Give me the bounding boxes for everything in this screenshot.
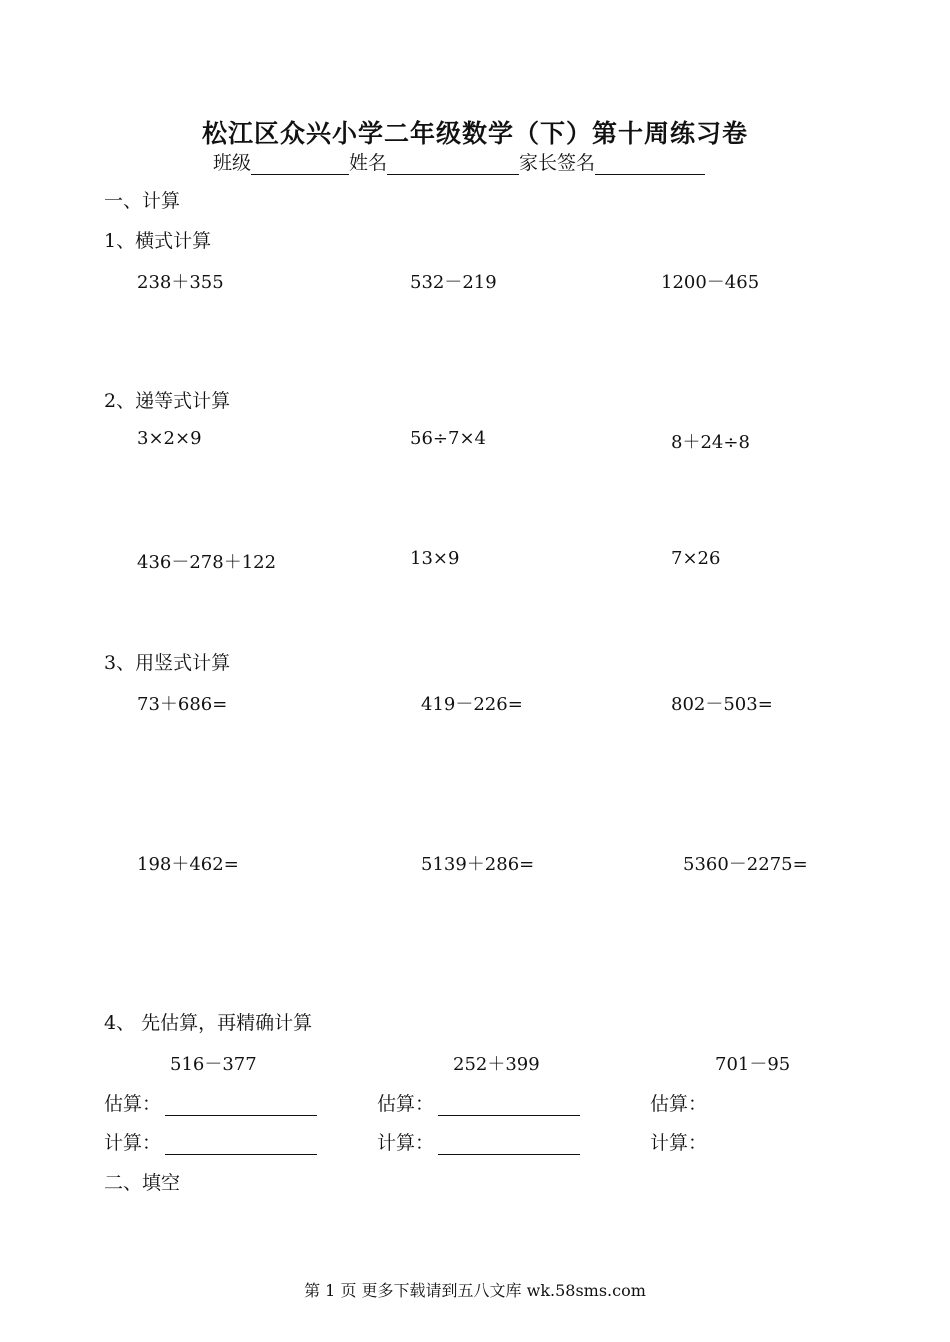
estimate-label: 估算： — [650, 1093, 708, 1115]
q4-problem-2: 252＋399 — [453, 1054, 540, 1075]
q3-problem-6: 5360－2275= — [683, 854, 808, 875]
q2-problem-5: 13×9 — [410, 548, 460, 569]
q3-problem-4: 198＋462= — [137, 854, 239, 875]
q4-estimate-3 — [650, 1089, 707, 1116]
estimate-label: 估算： — [377, 1093, 435, 1115]
compute-label: 计算： — [104, 1132, 162, 1154]
q2-problem-3: 8＋24÷8 — [671, 432, 750, 453]
compute-label: 计算： — [650, 1132, 708, 1154]
name-blank[interactable] — [387, 154, 519, 175]
q4-estimate-2 — [377, 1089, 580, 1116]
class-blank[interactable] — [251, 154, 349, 175]
page-title: 松江区众兴小学二年级数学（下）第十周练习卷 — [201, 119, 748, 148]
q2-problem-2: 56÷7×4 — [410, 428, 486, 449]
section-2-heading: 二、填空 — [104, 1172, 181, 1194]
q1-problem-1: 238＋355 — [137, 272, 224, 293]
q4-problem-3: 701－95 — [715, 1054, 791, 1075]
name-label: 姓名 — [349, 152, 388, 174]
q4-problem-1: 516－377 — [170, 1054, 257, 1075]
q4-compute-1 — [104, 1128, 317, 1155]
q4-compute-3 — [650, 1128, 707, 1155]
compute-label: 计算： — [377, 1132, 435, 1154]
q3-problem-2: 419－226= — [421, 694, 523, 715]
q3-heading: 3、用竖式计算 — [104, 652, 231, 674]
q2-problem-6: 7×26 — [671, 548, 721, 569]
q4-estimate-1 — [104, 1089, 317, 1116]
estimate-label: 估算： — [104, 1093, 162, 1115]
q1-problem-2: 532－219 — [410, 272, 497, 293]
q4-compute-2 — [377, 1128, 580, 1155]
q1-heading: 1、横式计算 — [104, 230, 212, 252]
class-label: 班级 — [213, 152, 252, 174]
estimate-blank-2[interactable] — [438, 1095, 580, 1116]
section-1-heading: 一、计算 — [104, 190, 181, 212]
compute-blank-2[interactable] — [438, 1134, 580, 1155]
page-footer: 第 1 页 更多下载请到五八文库 wk.58sms.com — [304, 1281, 646, 1300]
q2-problem-1: 3×2×9 — [137, 428, 202, 449]
parent-signature-blank[interactable] — [595, 154, 705, 175]
estimate-blank-1[interactable] — [165, 1095, 317, 1116]
q2-heading: 2、递等式计算 — [104, 390, 231, 412]
parent-signature-label: 家长签名 — [519, 152, 596, 174]
q3-problem-1: 73＋686= — [137, 694, 228, 715]
compute-blank-1[interactable] — [165, 1134, 317, 1155]
student-info-line — [213, 148, 705, 175]
q2-problem-4: 436－278＋122 — [137, 552, 277, 573]
q4-heading: 4、 先估算，再精确计算 — [104, 1012, 313, 1034]
q3-problem-5: 5139＋286= — [421, 854, 535, 875]
q3-problem-3: 802－503= — [671, 694, 773, 715]
q1-problem-3: 1200－465 — [661, 272, 760, 293]
